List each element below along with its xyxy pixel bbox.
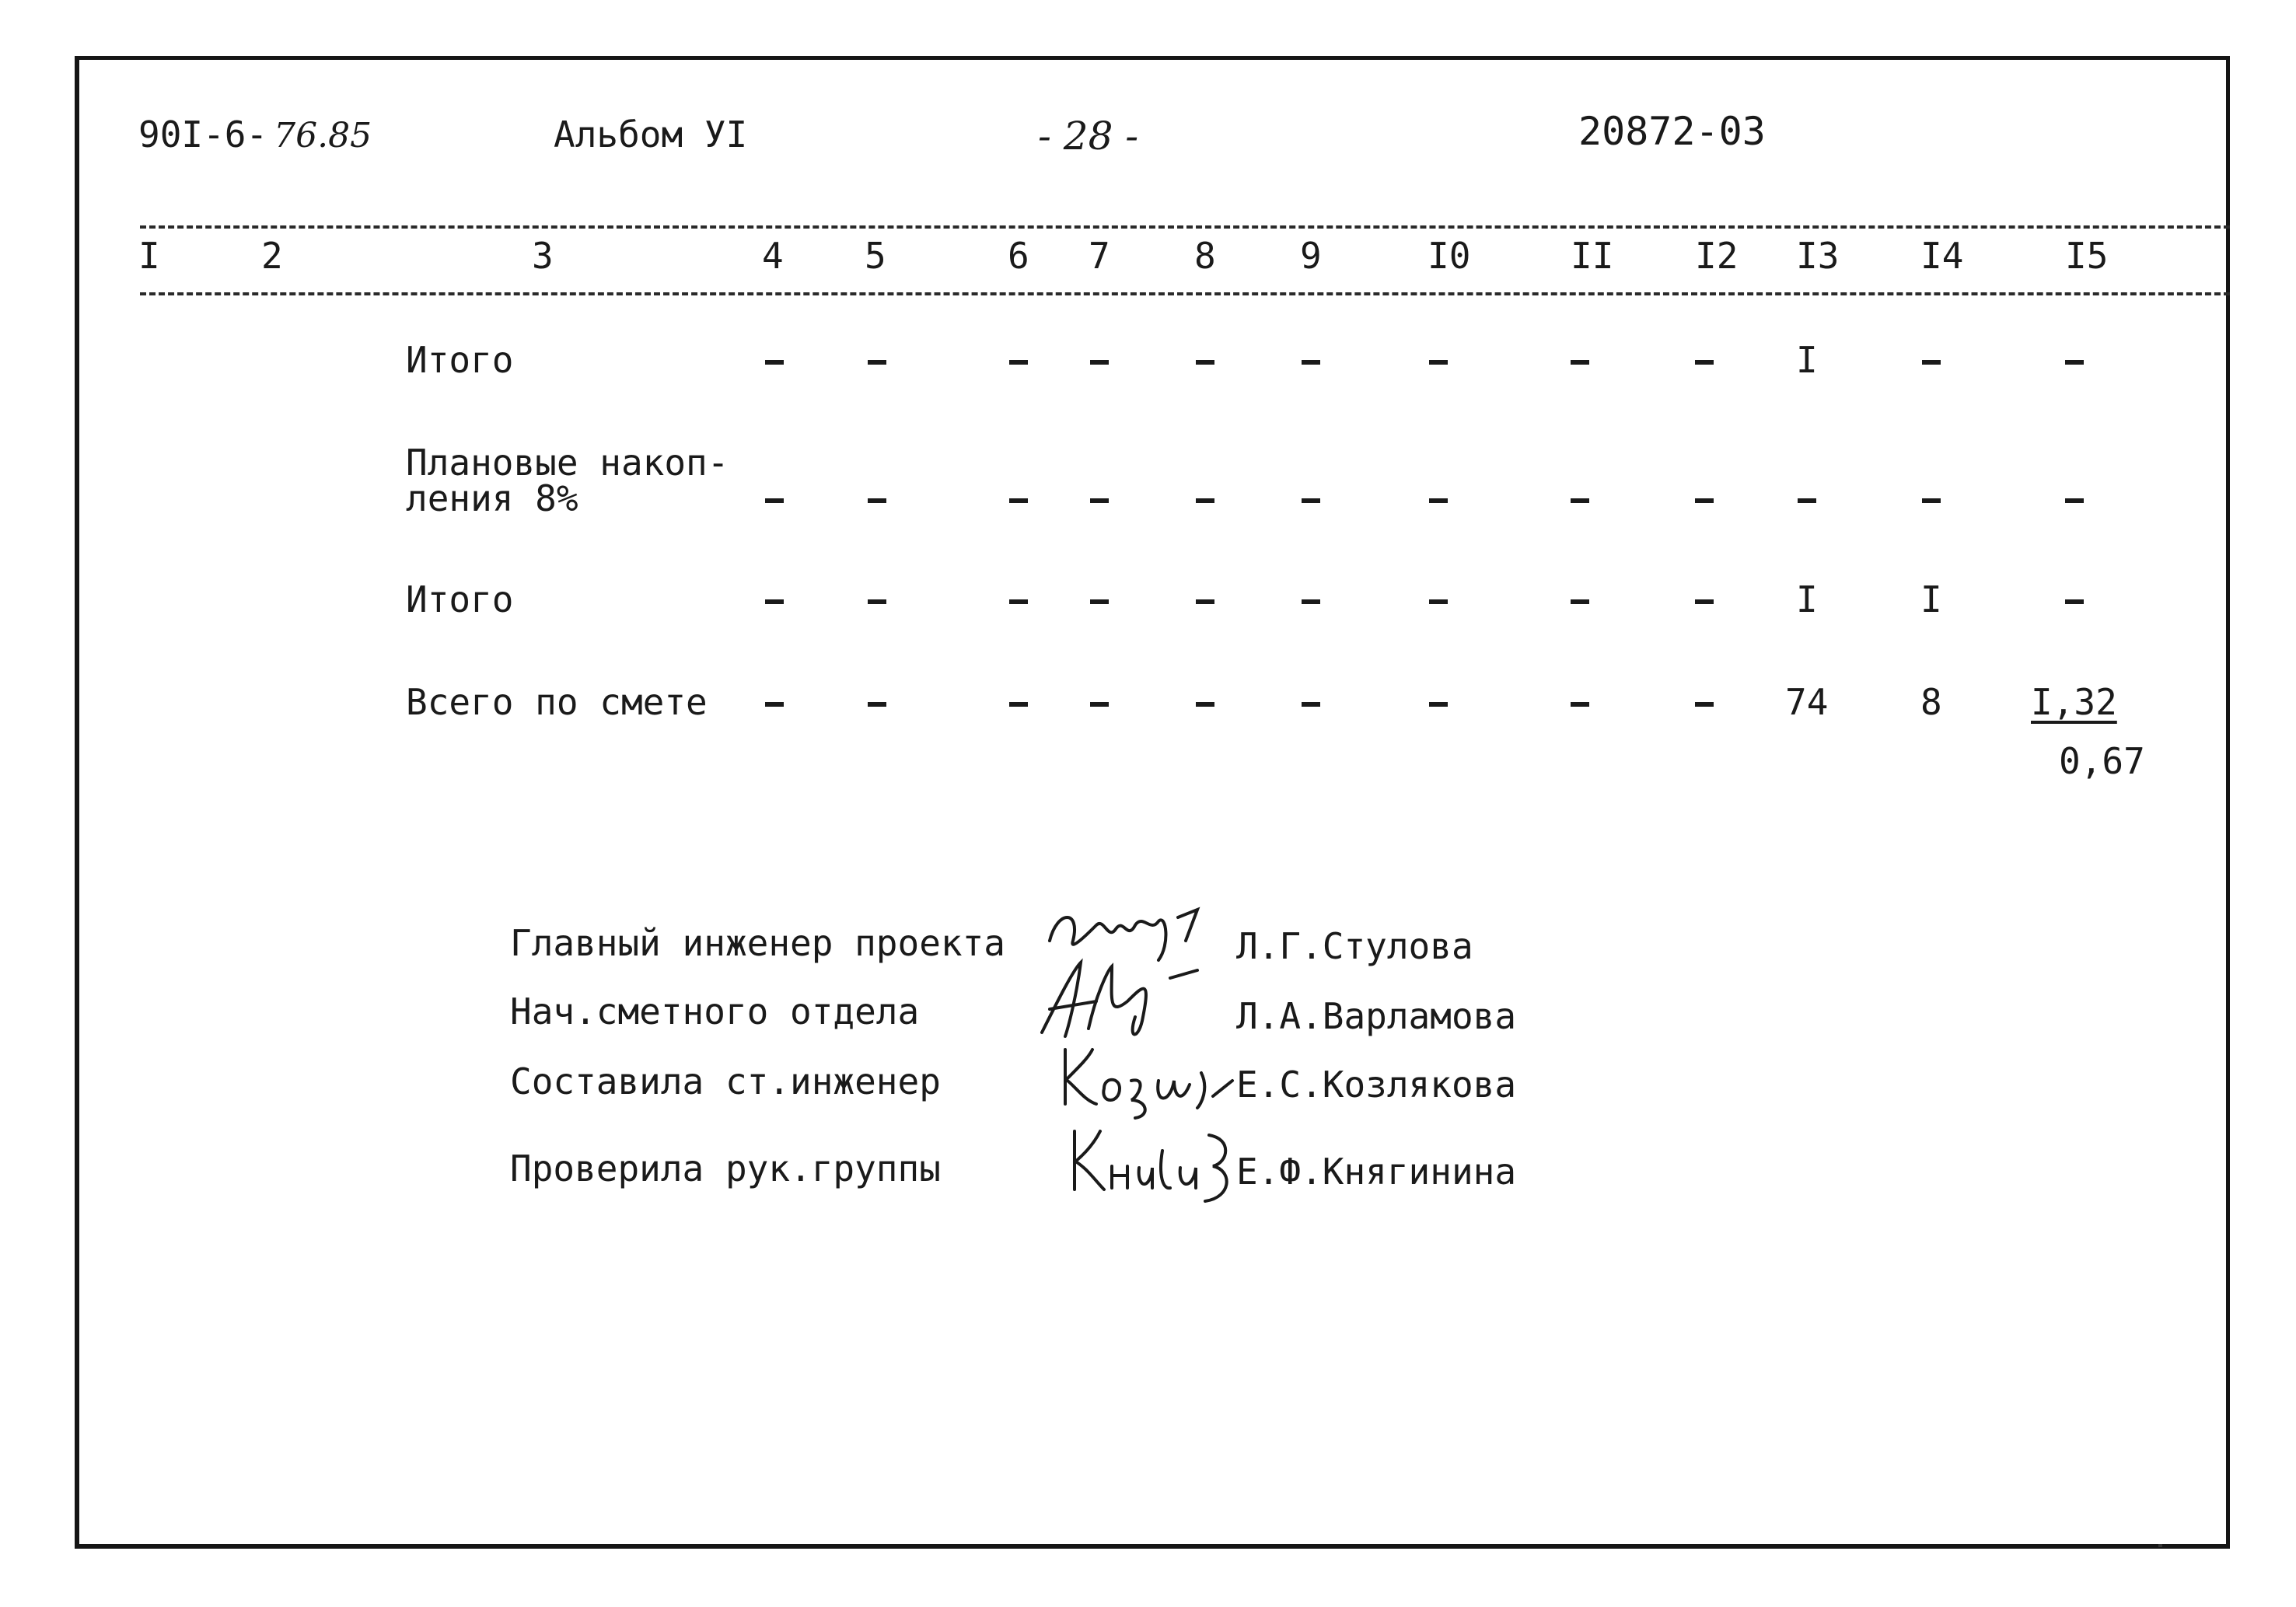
value-dash <box>1429 498 1448 503</box>
sig-name-2: Л.А.Варламова <box>1236 995 1517 1037</box>
sig-role-4: Проверила рук.группы <box>510 1148 941 1190</box>
col-header-10: I0 <box>1428 235 1471 277</box>
signature-2-mark <box>1034 955 1221 1048</box>
col-header-4: 4 <box>762 235 784 277</box>
col-header-1: I <box>138 235 160 277</box>
value-dash <box>1695 360 1714 365</box>
value-cell: I,32 <box>2031 681 2117 723</box>
sig-role-2: Нач.сметного отдела <box>510 990 920 1032</box>
value-dash <box>1009 599 1028 604</box>
value-dash <box>1009 360 1028 365</box>
value-dash <box>1922 360 1941 365</box>
value-dash <box>1429 360 1448 365</box>
value-dash <box>2065 498 2084 503</box>
row-label-total: Всего по смете <box>406 681 708 723</box>
value-dash <box>868 599 886 604</box>
value-dash <box>1090 599 1109 604</box>
col-header-8: 8 <box>1194 235 1216 277</box>
value-dash <box>868 702 886 707</box>
col-header-13: I3 <box>1796 235 1840 277</box>
value-dash <box>1090 360 1109 365</box>
value-dash <box>1302 498 1320 503</box>
row-label-planned-line2: ления 8% <box>406 477 578 519</box>
sig-name-4: Е.Ф.Княгинина <box>1236 1151 1517 1193</box>
doc-code-handwritten: 76.85 <box>274 116 372 155</box>
value-dash <box>1922 498 1941 503</box>
value-dash <box>1798 498 1816 503</box>
value-dash <box>1571 498 1589 503</box>
value-cell: 8 <box>1920 681 1942 723</box>
value-dash <box>765 360 784 365</box>
value-cell: 74 <box>1785 681 1829 723</box>
value-dash <box>1196 498 1214 503</box>
col-header-3: 3 <box>532 235 554 277</box>
col-header-5: 5 <box>865 235 886 277</box>
value-cell: I <box>1920 578 1942 620</box>
value-dash <box>765 498 784 503</box>
value-dash <box>1302 360 1320 365</box>
value-dash <box>1302 702 1320 707</box>
value-dash <box>1429 599 1448 604</box>
value-dash <box>1571 599 1589 604</box>
row-label-itogo-2: Итого <box>406 578 514 620</box>
scan-speck <box>2158 1544 2162 1547</box>
page-number: - 28 - <box>1038 114 1139 159</box>
value-dash <box>1571 360 1589 365</box>
value-dash <box>1695 599 1714 604</box>
value-dash <box>2065 360 2084 365</box>
value-dash <box>1571 702 1589 707</box>
col-header-15: I5 <box>2065 235 2109 277</box>
row-label-planned-line1: Плановые накоп- <box>406 442 729 484</box>
page-frame <box>75 56 2230 1549</box>
doc-number: 20872-03 <box>1578 109 1766 154</box>
value-dash <box>1196 599 1214 604</box>
value-dash <box>1429 702 1448 707</box>
value-dash <box>1695 498 1714 503</box>
signature-4-mark <box>1065 1120 1236 1205</box>
col-header-7: 7 <box>1089 235 1110 277</box>
value-dash <box>868 360 886 365</box>
col-header-9: 9 <box>1300 235 1322 277</box>
value-dash <box>1196 360 1214 365</box>
value-dash <box>1302 599 1320 604</box>
sig-name-3: Е.С.Козлякова <box>1236 1064 1517 1106</box>
column-header-bottom-rule <box>140 292 2230 295</box>
signature-3-mark <box>1054 1042 1240 1120</box>
value-dash <box>868 498 886 503</box>
value-dash <box>1196 702 1214 707</box>
value-dash <box>1009 702 1028 707</box>
value-cell: I <box>1796 339 1818 381</box>
sig-role-3: Составила ст.инженер <box>510 1060 941 1102</box>
value-dash <box>1009 498 1028 503</box>
row-label-itogo-1: Итого <box>406 339 514 381</box>
value-dash <box>765 702 784 707</box>
value-dash <box>1090 498 1109 503</box>
album-label: Альбом УI <box>554 114 748 155</box>
doc-code-printed: 90I-6- <box>138 114 268 155</box>
col-header-2: 2 <box>261 235 283 277</box>
sig-name-1: Л.Г.Стулова <box>1236 925 1473 967</box>
col-header-14: I4 <box>1920 235 1964 277</box>
total-col15-lower: 0,67 <box>2059 740 2145 782</box>
col-header-6: 6 <box>1008 235 1029 277</box>
value-cell: I <box>1796 578 1818 620</box>
value-dash <box>1695 702 1714 707</box>
sig-role-1: Главный инженер проекта <box>510 922 1005 964</box>
value-dash <box>765 599 784 604</box>
column-header-top-rule <box>140 225 2230 229</box>
value-dash <box>1090 702 1109 707</box>
doc-code <box>138 114 372 155</box>
col-header-11: II <box>1571 235 1614 277</box>
col-header-12: I2 <box>1695 235 1739 277</box>
value-dash <box>2065 599 2084 604</box>
